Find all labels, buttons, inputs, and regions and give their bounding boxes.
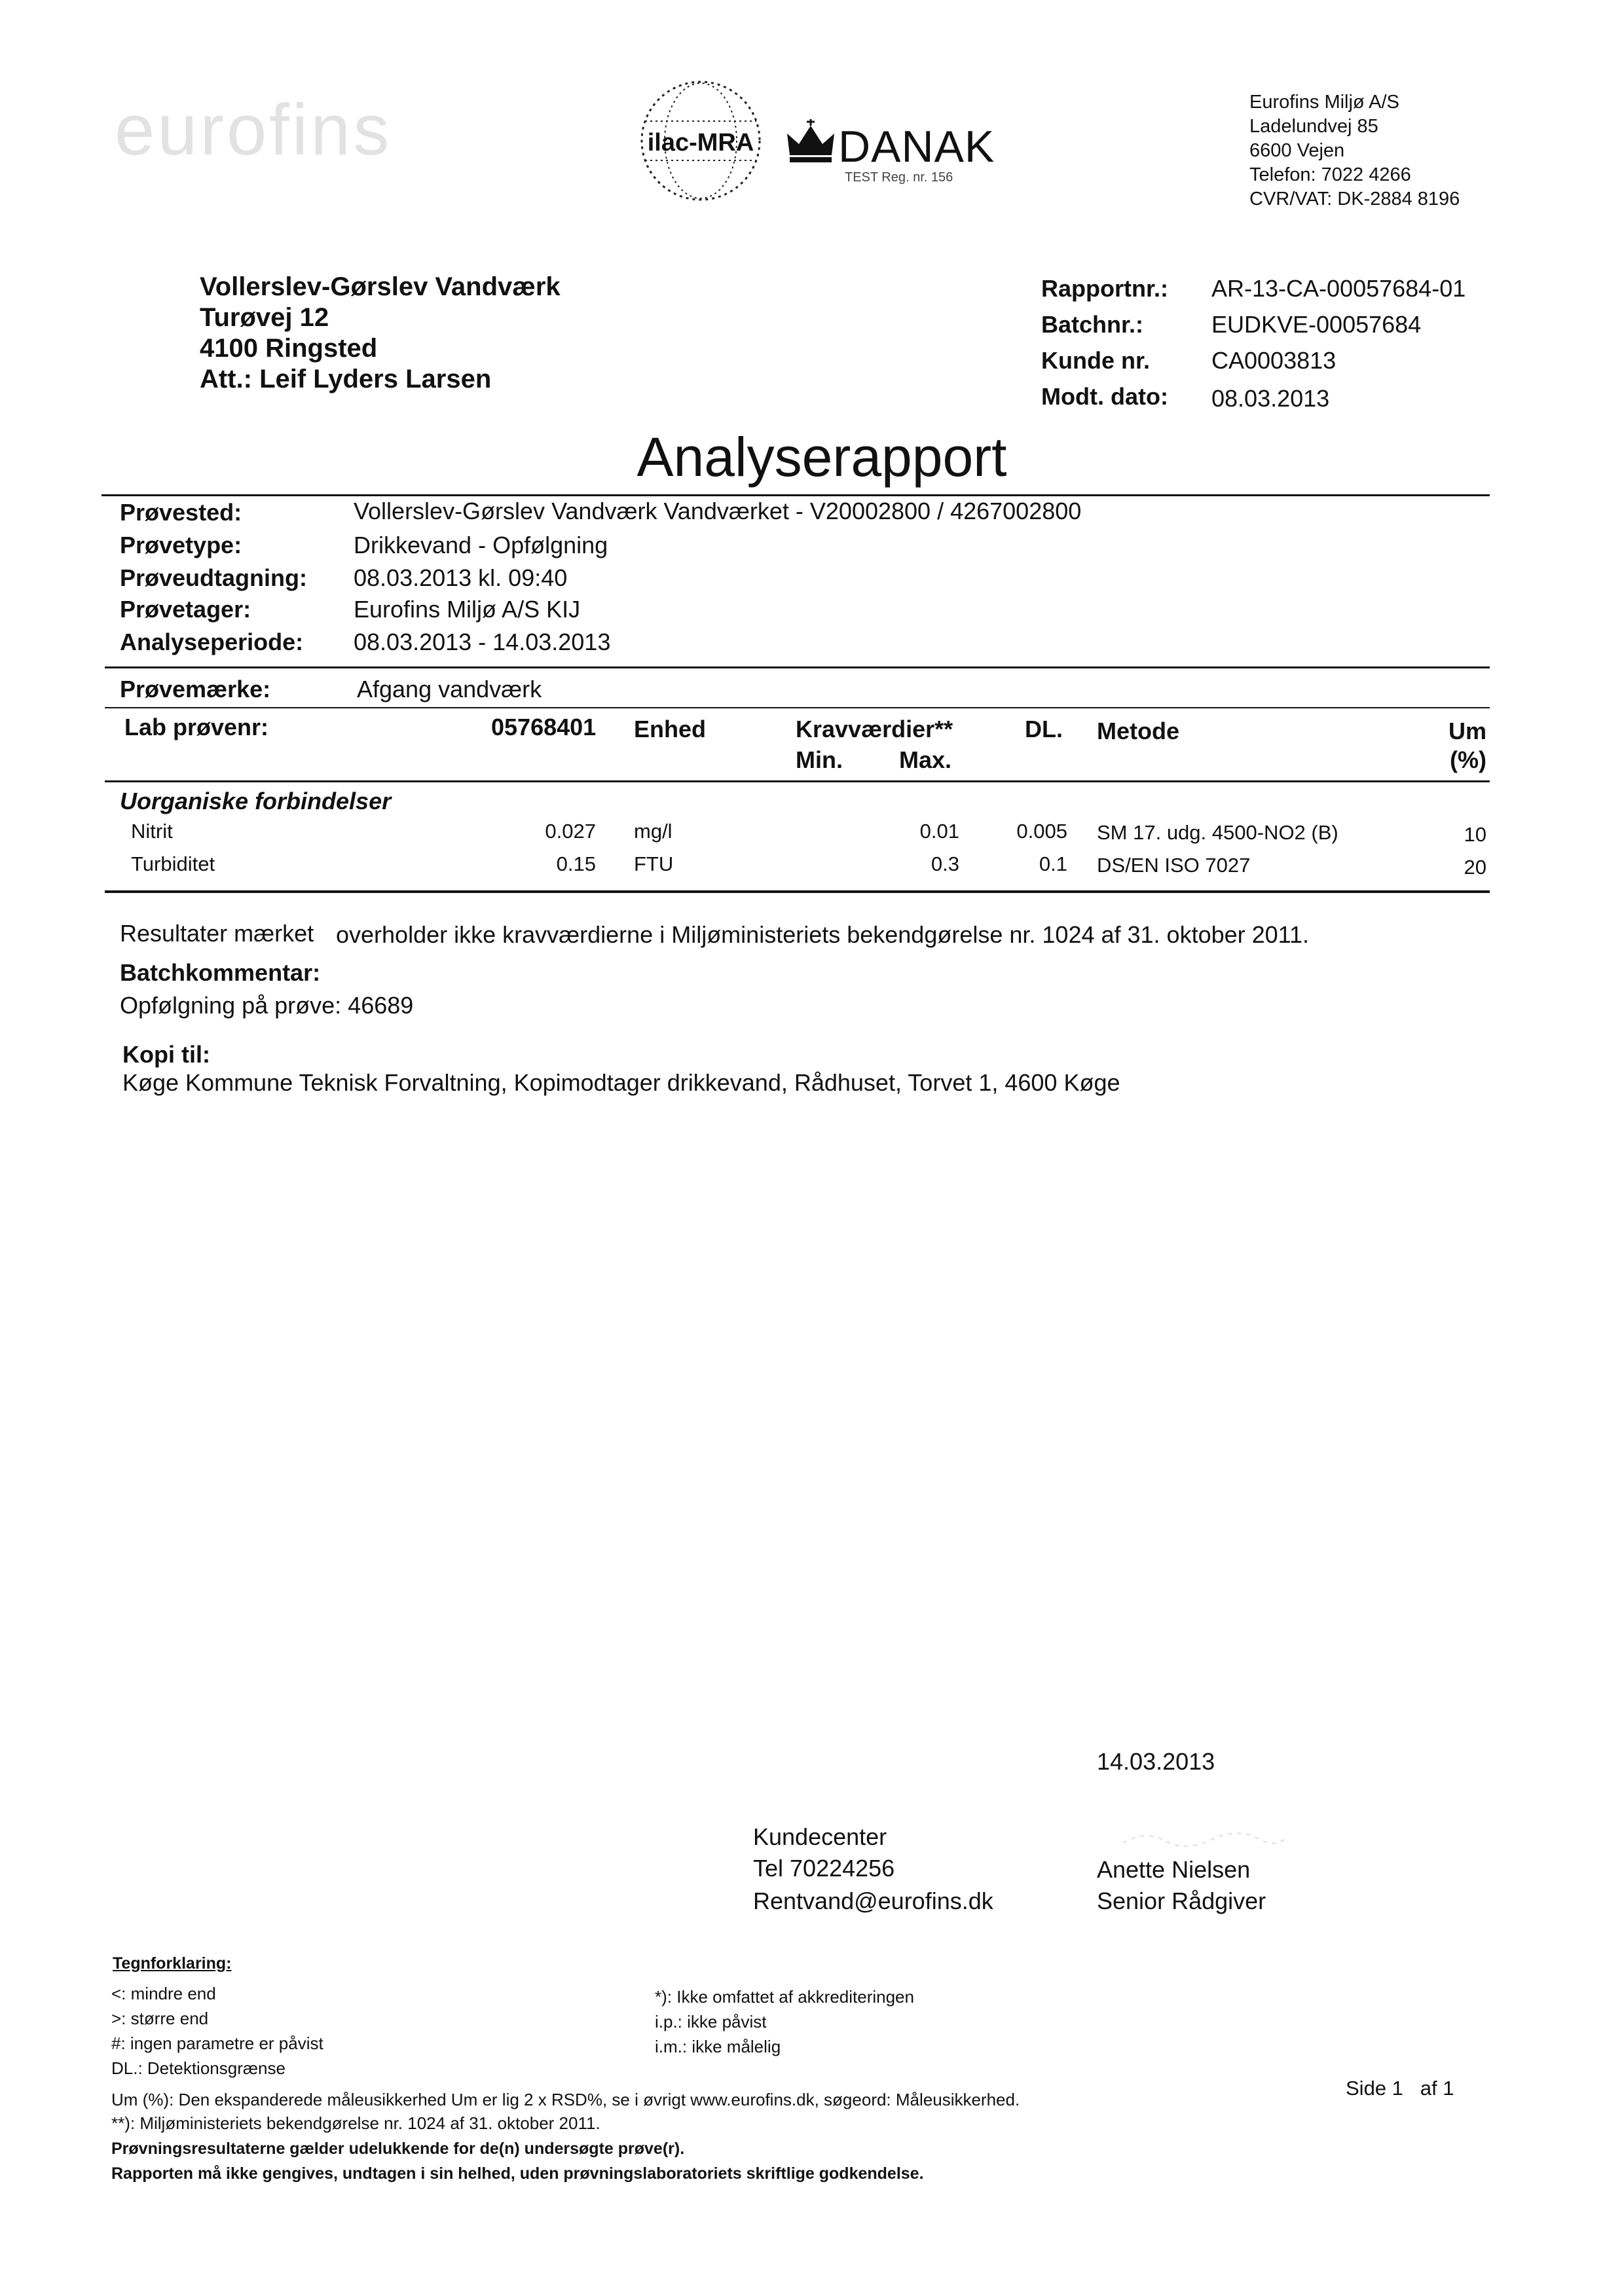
report-title: Analyserapport — [637, 426, 1007, 488]
legend-item: *): Ikke omfattet af akkrediteringen — [655, 1987, 914, 2007]
meta-value-received-date: 08.03.2013 — [1211, 385, 1330, 412]
info-label-type: Prøvetype: — [120, 532, 242, 558]
meta-label-received-date: Modt. dato: — [1041, 383, 1168, 410]
info-label-sampler: Prøvetager: — [120, 596, 251, 623]
signature-mark — [1120, 1827, 1290, 1853]
contact-label: Kundecenter — [753, 1823, 887, 1850]
legend-item: <: mindre end — [111, 1984, 216, 2003]
ilac-label: ilac-MRA — [647, 129, 754, 156]
sample-mark-label: Prøvemærke: — [120, 676, 271, 702]
batch-comment-label: Batchkommentar: — [120, 959, 321, 986]
disclaimer-results: Prøvningsresultaterne gælder udelukkende for de(n) undersøgte prøve(r). — [111, 2140, 685, 2158]
page-current: 1 — [1392, 2077, 1403, 2100]
meta-label-report-number: Rapportnr.: — [1041, 275, 1168, 302]
method-header: Metode — [1097, 718, 1179, 744]
contact-phone: Tel 70224256 — [753, 1855, 895, 1882]
legend-item: >: større end — [111, 2009, 209, 2028]
copy-to-text: Køge Kommune Teknisk Forvaltning, Kopimodtager drikkevand, Rådhuset, Torvet 1, 4600 Køge — [122, 1069, 1120, 1096]
info-value-type: Drikkevand - Opfølgning — [354, 532, 608, 558]
table-row-dl: 0.005 — [1016, 820, 1067, 843]
um-unit-header: (%) — [1450, 746, 1486, 773]
danak-logo: DANAK — [838, 122, 995, 172]
limit-note: **): Miljøministeriets bekendgørelse nr. 1024 af 31. oktober 2011. — [111, 2113, 600, 2133]
conclusion-text: overholder ikke kravværdierne i Miljøministeriets bekendgørelse nr. 1024 af 31. oktober 2011. — [336, 921, 1310, 948]
table-row-param: Turbiditet — [131, 852, 215, 875]
company-name: Eurofins Miljø A/S — [1249, 92, 1399, 113]
meta-label-customer-number: Kunde nr. — [1041, 347, 1151, 374]
um-note: Um (%): Den ekspanderede måleusikkerhed Um er lig 2 x RSD%, se i øvrigt www.eurofins.dk, søgeord: Måleusikkerhed. — [111, 2090, 1020, 2109]
addressee-name: Vollerslev-Gørslev Vandværk — [200, 272, 561, 301]
addressee-attention: Att.: Leif Lyders Larsen — [200, 365, 492, 393]
page-label: Side — [1346, 2077, 1387, 2100]
signature-date: 14.03.2013 — [1097, 1748, 1215, 1775]
company-phone: Telefon: 7022 4266 — [1249, 164, 1411, 185]
legend-item: DL.: Detektionsgrænse — [111, 2058, 286, 2078]
divider — [105, 666, 1490, 668]
addressee-street: Turøvej 12 — [200, 303, 329, 332]
sample-mark-value: Afgang vandværk — [357, 676, 542, 702]
section-inorganic: Uorganiske forbindelser — [120, 788, 392, 814]
divider — [105, 707, 1490, 708]
meta-value-report-number: AR-13-CA-00057684-01 — [1211, 275, 1466, 302]
info-value-period: 08.03.2013 - 14.03.2013 — [354, 629, 611, 655]
divider — [105, 890, 1490, 893]
lab-number-value: 05768401 — [491, 714, 597, 740]
info-value-location: Vollerslev-Gørslev Vandværk Vandværket - V20002800 / 4267002800 — [354, 498, 1082, 524]
table-row-param: Nitrit — [131, 820, 173, 843]
ilac-mra-logo — [635, 75, 766, 206]
legend-title: Tegnforklaring: — [113, 1954, 232, 1973]
table-row-max: 0.3 — [931, 852, 959, 875]
page-number — [1346, 2077, 1454, 2100]
copy-to-label: Kopi til: — [122, 1041, 210, 1068]
page-total: 1 — [1443, 2077, 1454, 2100]
divider — [105, 780, 1490, 782]
table-row-unit: FTU — [634, 852, 674, 875]
addressee-city: 4100 Ringsted — [200, 334, 378, 363]
table-row-max: 0.01 — [919, 820, 959, 843]
legend-item: #: ingen parametre er påvist — [111, 2033, 323, 2053]
legend-item: i.p.: ikke påvist — [655, 2012, 767, 2032]
page-of: af — [1420, 2077, 1437, 2100]
table-row-dl: 0.1 — [1039, 852, 1067, 875]
dl-header: DL. — [1025, 716, 1063, 742]
unit-header: Enhed — [634, 716, 707, 742]
meta-value-batch-number: EUDKVE-00057684 — [1211, 311, 1422, 338]
conclusion-label: Resultater mærket — [120, 920, 314, 947]
table-row-um: 10 — [1464, 823, 1486, 846]
um-header: Um — [1448, 718, 1486, 744]
company-address — [1249, 90, 1460, 211]
company-city: 6600 Vejen — [1249, 140, 1345, 161]
divider — [101, 494, 1490, 496]
danak-registration: TEST Reg. nr. 156 — [845, 170, 953, 185]
crown-icon — [784, 119, 837, 165]
company-cvr: CVR/VAT: DK-2884 8196 — [1249, 189, 1460, 210]
batch-comment-text: Opfølgning på prøve: 46689 — [120, 992, 414, 1019]
lab-number-label: Lab prøvenr: — [124, 714, 269, 740]
legend-item: i.m.: ikke målelig — [655, 2037, 781, 2056]
meta-value-customer-number: CA0003813 — [1211, 347, 1337, 374]
info-label-sampling: Prøveudtagning: — [120, 564, 307, 591]
min-header: Min. — [796, 746, 843, 773]
info-label-period: Analyseperiode: — [120, 629, 304, 655]
disclaimer-reproduction: Rapporten må ikke gengives, undtagen i sin helhed, uden prøvningslaboratoriets skriftlige godkendelse. — [111, 2164, 924, 2183]
info-value-sampling: 08.03.2013 kl. 09:40 — [354, 564, 568, 591]
eurofins-logo: eurofins — [115, 90, 392, 170]
table-row-unit: mg/l — [634, 820, 673, 843]
max-header: Max. — [899, 746, 952, 773]
table-row-method: DS/EN ISO 7027 — [1097, 854, 1251, 877]
meta-label-batch-number: Batchnr.: — [1041, 311, 1144, 338]
signer-role: Senior Rådgiver — [1097, 1887, 1266, 1914]
limit-header: Kravværdier** — [796, 716, 953, 742]
table-row-value: 0.027 — [545, 820, 596, 843]
addressee-block — [200, 272, 561, 395]
table-row-method: SM 17. udg. 4500-NO2 (B) — [1097, 821, 1338, 844]
signer-name: Anette Nielsen — [1097, 1856, 1251, 1883]
table-row-value: 0.15 — [556, 852, 596, 875]
contact-email: Rentvand@eurofins.dk — [753, 1887, 993, 1914]
info-value-sampler: Eurofins Miljø A/S KIJ — [354, 596, 581, 623]
company-street: Ladelundvej 85 — [1249, 116, 1378, 137]
info-label-location: Prøvested: — [120, 499, 242, 526]
table-row-um: 20 — [1464, 856, 1486, 879]
